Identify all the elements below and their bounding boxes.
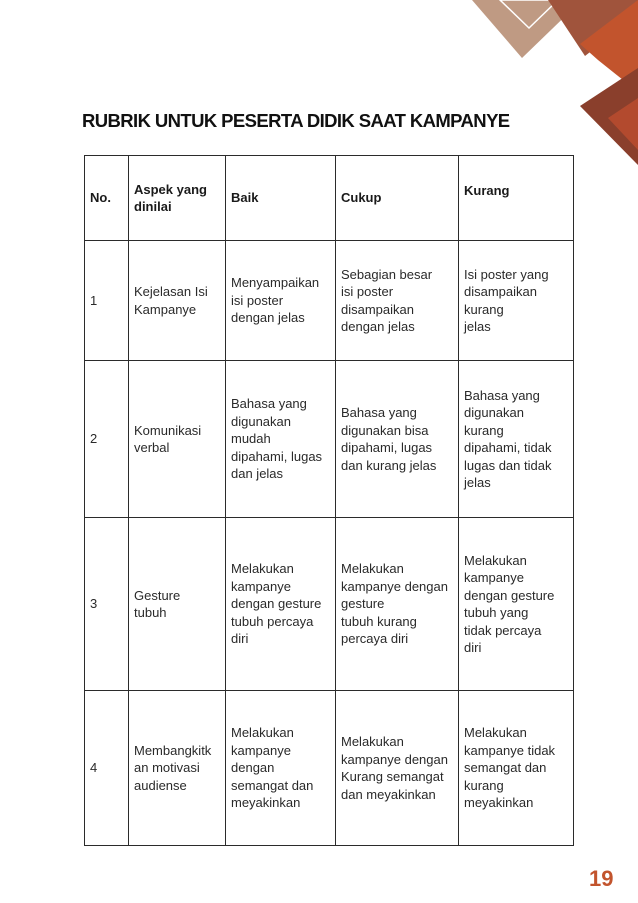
header-aspek: Aspek yang dinilai: [129, 156, 226, 241]
cell-aspek: Gesture tubuh: [129, 518, 226, 691]
deco-triangle-outline: [500, 0, 558, 28]
deco-triangle-dark: [580, 68, 638, 165]
cell-kurang: Isi poster yang disampaikan kurang jelas: [459, 241, 574, 361]
cell-cukup: Melakukan kampanye dengan gesture tubuh kurang percaya diri: [336, 518, 459, 691]
cell-cukup: Sebagian besar isi poster disampaikan dengan jelas: [336, 241, 459, 361]
cell-cukup: Bahasa yang digunakan bisa dipahami, lugas dan kurang jelas: [336, 361, 459, 518]
cell-baik: Menyampaikan isi poster dengan jelas: [226, 241, 336, 361]
deco-triangle-light: [472, 0, 582, 58]
page-title: RUBRIK UNTUK PESERTA DIDIK SAAT KAMPANYE: [82, 110, 510, 131]
cell-baik: Melakukan kampanye dengan gesture tubuh percaya diri: [226, 518, 336, 691]
cell-aspek: Komunikasi verbal: [129, 361, 226, 518]
header-cukup: Cukup: [336, 156, 459, 241]
table-row: [85, 241, 574, 361]
cell-kurang: Melakukan kampanye tidak semangat dan kurang meyakinkan: [459, 691, 574, 846]
table-row: [85, 691, 574, 846]
cell-baik: Melakukan kampanye dengan semangat dan meyakinkan: [226, 691, 336, 846]
deco-band-mid: [548, 0, 638, 56]
cell-no: 1: [85, 241, 129, 361]
cell-cukup: Melakukan kampanye dengan Kurang semangat dan meyakinkan: [336, 691, 459, 846]
deco-band-accent: [580, 0, 638, 92]
cell-no: 3: [85, 518, 129, 691]
cell-no: 2: [85, 361, 129, 518]
table-row: [85, 361, 574, 518]
cell-no: 4: [85, 691, 129, 846]
page-number: 19: [589, 866, 614, 891]
header-no: No.: [85, 156, 129, 241]
cell-kurang: Melakukan kampanye dengan gesture tubuh yang tidak percaya diri: [459, 518, 574, 691]
cell-kurang: Bahasa yang digunakan kurang dipahami, tidak lugas dan tidak jelas: [459, 361, 574, 518]
header-kurang: Kurang: [459, 156, 574, 241]
deco-triangle-inner: [608, 98, 638, 150]
cell-baik: Bahasa yang digunakan mudah dipahami, lugas dan jelas: [226, 361, 336, 518]
table-header-row: [85, 156, 574, 241]
table-row: [85, 518, 574, 691]
cell-aspek: Kejelasan Isi Kampanye: [129, 241, 226, 361]
cell-aspek: Membangkitk an motivasi audiense: [129, 691, 226, 846]
header-baik: Baik: [226, 156, 336, 241]
rubric-table: [84, 155, 574, 846]
